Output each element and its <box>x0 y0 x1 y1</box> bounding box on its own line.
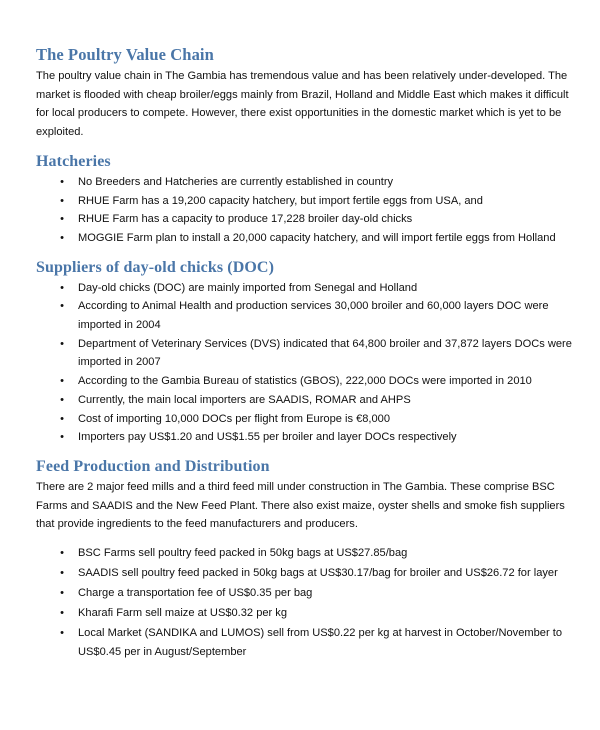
list-item-text: According to the Gambia Bureau of statistics (GBOS), 222,000 DOCs were imported in 2010 <box>78 375 532 388</box>
list-item <box>36 604 572 623</box>
bullet-icon: • <box>60 213 64 226</box>
list-item <box>36 372 572 391</box>
list-item <box>36 297 572 334</box>
list-item-text: Cost of importing 10,000 DOCs per flight from Europe is €8,000 <box>78 412 391 425</box>
list-item-text: Local Market (SANDIKA and LUMOS) sell from US$0.22 per kg at harvest in October/November to US$0.45 per in August/September <box>78 627 563 659</box>
bullet-icon: • <box>60 412 64 425</box>
feed-paragraph: There are 2 major feed mills and a third feed mill under construction in The Gambia. These comprise BSC Farms and SAADIS and the New Feed Plant. There also exist maize, oyster shells and smoke fish suppliers that provide ingredients to the feed manufacturers and producers. <box>36 480 565 531</box>
bullet-icon: • <box>60 607 64 620</box>
list-item <box>36 335 572 372</box>
bullet-icon: • <box>60 231 64 244</box>
bullet-icon: • <box>60 393 64 406</box>
bullet-icon: • <box>60 194 64 207</box>
list-item <box>36 173 572 192</box>
bullet-icon: • <box>60 627 64 640</box>
list-item <box>36 210 572 229</box>
bullet-icon: • <box>60 587 64 600</box>
bullet-icon: • <box>60 300 64 313</box>
list-item <box>36 428 572 447</box>
bullet-icon: • <box>60 337 64 350</box>
list-item-text: Department of Veterinary Services (DVS) indicated that 64,800 broiler and 37,872 layers DOCs were imported in 2007 <box>78 337 572 369</box>
list-item-text: Day-old chicks (DOC) are mainly imported from Senegal and Holland <box>78 281 418 294</box>
list-item <box>36 192 572 211</box>
bullet-icon: • <box>60 175 64 188</box>
list-item <box>36 391 572 410</box>
list-item-text: RHUE Farm has a 19,200 capacity hatchery, but import fertile eggs from USA, and <box>78 194 483 207</box>
list-item <box>36 279 572 298</box>
list-item-text: Kharafi Farm sell maize at US$0.32 per kg <box>78 607 288 620</box>
hatcheries-list <box>36 173 572 248</box>
suppliers-heading: Suppliers of day-old chicks (DOC) <box>36 258 274 276</box>
bullet-icon: • <box>60 567 64 580</box>
feed-list <box>36 544 572 662</box>
list-item <box>36 624 572 661</box>
list-item <box>36 584 572 603</box>
list-item <box>36 544 572 563</box>
list-item <box>36 229 572 248</box>
list-item <box>36 410 572 429</box>
feed-heading: Feed Production and Distribution <box>36 457 270 475</box>
list-item-text: No Breeders and Hatcheries are currently established in country <box>78 175 394 188</box>
list-item-text: Charge a transportation fee of US$0.35 per bag <box>78 587 313 600</box>
list-item <box>36 564 572 583</box>
bullet-icon: • <box>60 281 64 294</box>
list-item-text: Importers pay US$1.20 and US$1.55 per broiler and layer DOCs respectively <box>78 431 457 444</box>
intro-paragraph: The poultry value chain in The Gambia has tremendous value and has been relatively under-developed. The market is flooded with cheap broiler/eggs mainly from Brazil, Holland and Middle East which makes it difficult for local producers to compete. However, there exist opportunities in the domestic market which is yet to be exploited. <box>36 70 569 139</box>
suppliers-list <box>36 279 572 447</box>
hatcheries-heading: Hatcheries <box>36 152 111 170</box>
bullet-icon: • <box>60 375 64 388</box>
list-item-text: Currently, the main local importers are SAADIS, ROMAR and AHPS <box>78 393 411 406</box>
page-title: The Poultry Value Chain <box>36 45 214 64</box>
bullet-icon: • <box>60 431 64 444</box>
list-item-text: According to Animal Health and production services 30,000 broiler and 60,000 layers DOC were imported in 2004 <box>78 300 549 332</box>
list-item-text: RHUE Farm has a capacity to produce 17,228 broiler day-old chicks <box>78 213 413 226</box>
list-item-text: SAADIS sell poultry feed packed in 50kg bags at US$30.17/bag for broiler and US$26.72 for layer <box>78 567 558 580</box>
document-content <box>36 44 572 663</box>
list-item-text: MOGGIE Farm plan to install a 20,000 capacity hatchery, and will import fertile eggs from Holland <box>78 231 556 244</box>
bullet-icon: • <box>60 547 64 560</box>
list-item-text: BSC Farms sell poultry feed packed in 50kg bags at US$27.85/bag <box>78 547 408 560</box>
